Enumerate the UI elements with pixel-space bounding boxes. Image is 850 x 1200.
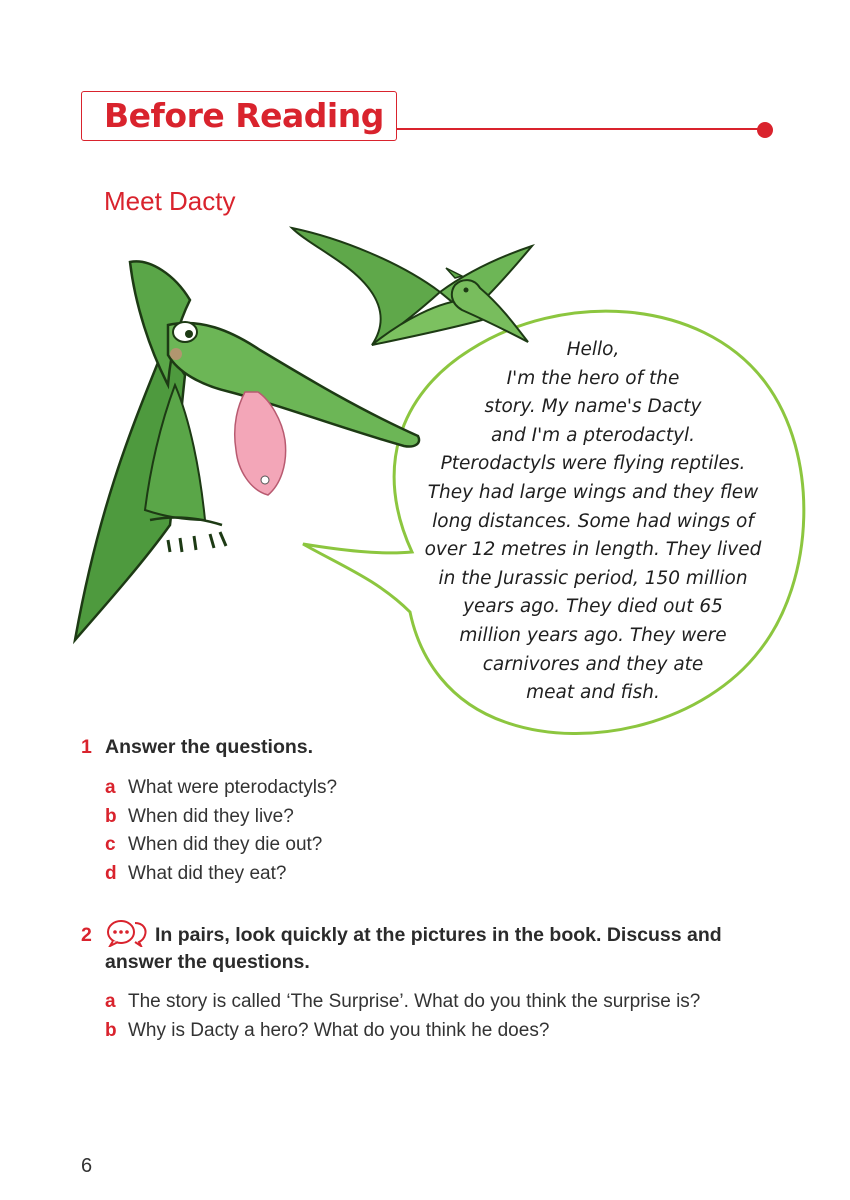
question-prompt: In pairs, look quickly at the pictures in the book. Discuss and <box>155 924 722 946</box>
page-title: Before Reading <box>104 96 384 135</box>
bubble-line: I'm the hero of the <box>506 367 680 389</box>
bubble-line: carnivores and they ate <box>482 653 704 675</box>
question-number: 1 <box>81 736 92 758</box>
page-number: 6 <box>81 1155 93 1177</box>
bubble-line: They had large wings and they flew <box>427 481 759 503</box>
bubble-line: Pterodactyls were flying reptiles. <box>440 453 746 475</box>
bubble-line: long distances. Some had wings of <box>432 510 754 532</box>
question-prompt-continued: answer the questions. <box>105 951 310 973</box>
bubble-line: years ago. They died out 65 <box>463 596 723 618</box>
list-item: a What were pterodactyls? <box>105 777 338 798</box>
speech-bubble-text <box>395 336 791 708</box>
dacty-pterodactyl <box>75 261 419 640</box>
bubble-line: Hello, <box>566 339 620 360</box>
bubble-line: million years ago. They were <box>459 624 727 646</box>
bubble-line: meat and fish. <box>526 682 660 704</box>
bubble-line: in the Jurassic period, 150 million <box>438 567 748 589</box>
section-subtitle: Meet Dacty <box>104 186 236 216</box>
list-item: b Why is Dacty a hero? What do you think he does? <box>105 1019 550 1041</box>
question-1-heading <box>81 733 313 761</box>
question-number: 2 <box>81 924 92 946</box>
list-item: c When did they die out? <box>105 834 323 856</box>
bubble-line: and I'm a pterodactyl. <box>490 424 696 446</box>
list-item: a The story is called ‘The Surprise’. What do you think the surprise is? <box>105 991 701 1012</box>
bubble-line: story. My name's Dacty <box>484 396 702 418</box>
question-2-items <box>105 988 700 1045</box>
flying-pterodactyl <box>292 228 532 345</box>
bubble-line: over 12 metres in length. They lived <box>424 539 762 561</box>
list-item: d What did they eat? <box>105 863 287 885</box>
question-1-items <box>105 774 337 889</box>
list-item: b When did they live? <box>105 805 294 827</box>
question-prompt: Answer the questions. <box>105 736 314 758</box>
